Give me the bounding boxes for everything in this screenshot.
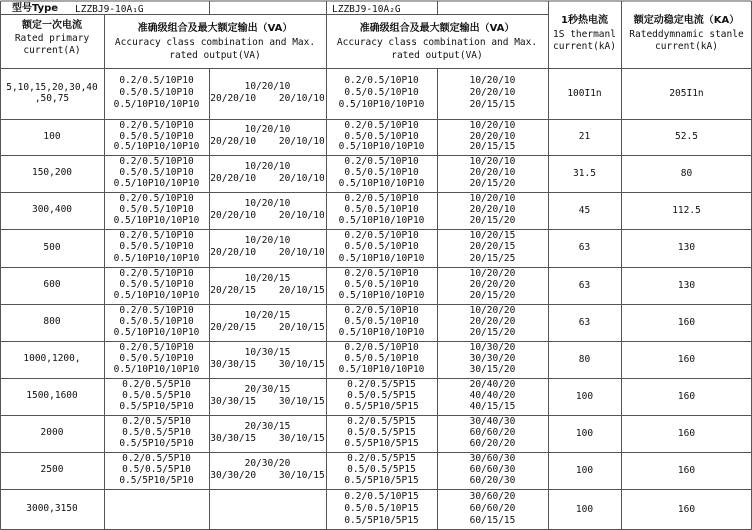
rated-current-cell: 800: [43, 316, 61, 327]
accuracy-class-b-cell: 0.2/0.5/10P10: [344, 230, 419, 241]
rated-output-b-cell: 60/20/20: [469, 438, 516, 449]
rated-output-b-cell: 20/20/20: [469, 316, 516, 327]
thermal-current-cell: 100: [575, 427, 594, 439]
dynamic-current-cell: 160: [677, 427, 696, 439]
accuracy-class-b-cell: 0.5/10P10/10P10: [338, 364, 425, 375]
accuracy-class-b-cell: 0.5/5P10/5P15: [344, 401, 419, 412]
rated-output-a-cell: 20/30/15: [244, 420, 291, 432]
accuracy-class-a-cell: 0.5/0.5/10P10: [119, 316, 194, 327]
rated-output-a-cell: 10/20/10: [244, 80, 291, 92]
accuracy-class-a-cell: 0.5/0.5/10P10: [119, 86, 194, 98]
rated-output-b-cell: 10/20/20: [469, 268, 516, 279]
rated-output-a-cell: 20/20/10 20/10/10: [210, 172, 325, 184]
accuracy-class-b-cell: 0.5/0.5/10P10: [344, 167, 419, 178]
rated-output-a-cell: 20/20/15 20/10/15: [210, 321, 325, 333]
accuracy-class-b-cell: 0.5/0.5/10P10: [344, 204, 419, 215]
rated-output-b-cell: 20/15/15: [469, 98, 516, 110]
rated-output-a-cell: 10/20/15: [244, 309, 291, 321]
accuracy-class-a-cell: 0.2/0.5/10P10: [119, 305, 194, 316]
rated-output-b-cell: 20/20/10: [469, 204, 516, 215]
accuracy-a-en-1: Accuracy class combination and Max.: [114, 37, 316, 48]
accuracy-class-a-cell: 0.5/0.5/10P10: [119, 167, 194, 178]
rated-output-b-cell: 10/20/20: [469, 305, 516, 316]
accuracy-class-b-cell: 0.5/10P10/10P10: [338, 141, 425, 153]
rated-output-a-cell: 20/30/15: [244, 383, 291, 395]
rated-output-b-cell: 60/60/20: [469, 427, 516, 438]
rated-output-b-cell: 40/15/15: [469, 401, 516, 412]
rated-output-b-cell: 20/15/20: [469, 215, 516, 226]
accuracy-class-a-cell: 0.5/10P10/10P10: [113, 252, 200, 264]
accuracy-class-b-cell: 0.5/0.5/5P15: [347, 390, 416, 401]
thermal-en-1: 1S thermanl: [553, 29, 616, 40]
rated-output-a-cell: 10/20/10: [244, 160, 291, 172]
accuracy-class-a-cell: 0.5/5P10/5P10: [119, 401, 194, 412]
rated-output-b-cell: 10/20/10: [469, 120, 516, 131]
accuracy-class-a-cell: 0.5/0.5/10P10: [119, 241, 194, 253]
thermal-current-cell: 100I1n: [567, 87, 602, 99]
dynamic-current-cell: 160: [677, 316, 696, 328]
accuracy-b-en-1: Accuracy class combination and Max.: [336, 37, 538, 48]
rated-current-cell: 1000,1200,: [23, 353, 81, 364]
accuracy-class-a-cell: 0.5/0.5/10P10: [119, 353, 194, 364]
dynamic-current-cell: 52.5: [675, 131, 698, 142]
rated-output-b-cell: 10/20/10: [469, 156, 516, 167]
accuracy-class-a-cell: 0.5/10P10/10P10: [113, 215, 200, 226]
rated-output-b-cell: 60/15/15: [469, 514, 516, 526]
thermal-current-cell: 80: [578, 353, 591, 365]
thermal-current-cell: 63: [578, 279, 591, 291]
accuracy-class-b-cell: 0.5/10P10/10P10: [338, 327, 425, 338]
thermal-zh: 1秒热电流: [561, 15, 608, 26]
rated-output-a-cell: 10/20/10: [244, 197, 291, 209]
accuracy-class-a-cell: 0.5/10P10/10P10: [113, 364, 200, 375]
accuracy-a-en-2: rated output(VA): [169, 50, 261, 61]
rated-output-a-cell: 20/20/10 20/10/10: [210, 247, 325, 258]
dynamic-current-cell: 130: [677, 279, 696, 291]
accuracy-class-b-cell: 0.5/0.5/5P15: [347, 427, 416, 438]
rated-current-cell: 100: [43, 130, 61, 142]
accuracy-class-b-cell: 0.2/0.5/5P15: [347, 416, 416, 427]
accuracy-class-b-cell: 0.5/0.5/10P10: [344, 86, 419, 98]
accuracy-class-a-cell: 0.2/0.5/10P10: [119, 74, 194, 86]
accuracy-class-a-cell: 0.2/0.5/10P10: [119, 342, 194, 353]
rated-current-en-1: Rated primary: [14, 33, 90, 44]
model-a-label: LZZBJ9-10A₁G: [75, 4, 144, 15]
thermal-current-cell: 100: [575, 503, 594, 515]
accuracy-a-zh: 准确级组合及最大额定输出（VA）: [137, 23, 293, 34]
dynamic-zh: 额定动稳定电流（KA）: [633, 15, 740, 26]
dynamic-current-cell: 160: [677, 464, 696, 476]
accuracy-class-a-cell: 0.2/0.5/10P10: [119, 193, 194, 204]
accuracy-class-b-cell: 0.5/10P10/10P10: [338, 252, 425, 264]
accuracy-class-b-cell: 0.2/0.5/10P10: [344, 74, 419, 86]
thermal-current-cell: 100: [575, 390, 594, 402]
accuracy-class-a-cell: 0.5/0.5/10P10: [119, 204, 194, 215]
rated-output-b-cell: 20/20/10: [469, 86, 516, 98]
rated-current-zh: 额定一次电流: [22, 20, 82, 31]
accuracy-class-a-cell: 0.5/10P10/10P10: [113, 141, 200, 153]
type-label: 型号Type: [12, 3, 59, 14]
rated-output-b-cell: 10/20/10: [469, 193, 516, 204]
rated-current-cell: 2000: [40, 427, 64, 438]
dynamic-current-cell: 130: [677, 242, 696, 253]
dynamic-current-cell: 80: [680, 167, 693, 179]
rated-output-a-cell: 20/20/15 20/10/15: [210, 284, 325, 296]
rated-output-a-cell: 30/30/15 30/10/15: [210, 358, 325, 370]
accuracy-class-b-cell: 0.5/0.5/10P10: [344, 316, 419, 327]
model-b-label: LZZBJ9-10A₂G: [332, 4, 401, 15]
rated-output-b-cell: 20/20/10: [469, 130, 516, 142]
rated-current-cell: 2500: [40, 464, 64, 475]
rated-output-b-cell: 60/20/30: [469, 475, 516, 486]
rated-output-b-cell: 60/60/20: [469, 502, 516, 514]
accuracy-class-a-cell: 0.5/5P10/5P10: [119, 438, 194, 449]
rated-current-cell: 1500,1600: [26, 390, 78, 401]
rated-output-a-cell: 10/20/15: [244, 272, 291, 284]
rated-output-b-cell: 20/15/15: [469, 141, 516, 153]
accuracy-class-b-cell: 0.5/0.5/5P15: [347, 464, 416, 475]
rated-output-b-cell: 20/15/25: [469, 252, 516, 264]
accuracy-class-b-cell: 0.2/0.5/10P10: [344, 305, 419, 316]
accuracy-class-a-cell: 0.2/0.5/5P10: [122, 453, 191, 464]
thermal-current-cell: 100: [575, 464, 594, 476]
accuracy-class-a-cell: 0.5/5P10/5P10: [119, 475, 194, 486]
accuracy-class-b-cell: 0.5/0.5/10P10: [344, 279, 419, 290]
rated-output-b-cell: 30/60/30: [469, 453, 516, 464]
rated-current-cell: ,50,75: [34, 92, 70, 104]
accuracy-class-a-cell: 0.5/0.5/10P10: [119, 279, 194, 290]
rated-output-a-cell: 20/20/10 20/10/10: [210, 92, 325, 104]
accuracy-class-b-cell: 0.5/10P10/10P10: [338, 98, 425, 110]
thermal-current-cell: 45: [578, 204, 591, 216]
accuracy-class-b-cell: 0.2/0.5/10P10: [344, 156, 419, 167]
rated-output-b-cell: 20/15/20: [469, 327, 516, 338]
rated-current-cell: 600: [43, 279, 61, 290]
accuracy-class-b-cell: 0.5/5P10/5P15: [344, 475, 419, 486]
accuracy-class-b-cell: 0.2/0.5/10P10: [344, 342, 419, 353]
dynamic-en-1: Rateddymnamic stanle: [629, 29, 744, 40]
rated-output-a-cell: 30/30/20 30/10/15: [210, 469, 325, 481]
accuracy-class-b-cell: 0.5/10P10/10P10: [338, 178, 425, 189]
rated-output-a-cell: 10/30/15: [244, 346, 291, 358]
rated-output-b-cell: 10/30/20: [469, 342, 516, 353]
accuracy-class-b-cell: 0.5/5P10/5P15: [344, 438, 419, 449]
accuracy-class-b-cell: 0.2/0.5/10P10: [344, 268, 419, 279]
rated-output-b-cell: 60/60/30: [469, 464, 516, 475]
rated-output-b-cell: 20/40/20: [469, 379, 516, 390]
accuracy-class-b-cell: 0.2/0.5/10P10: [344, 193, 419, 204]
accuracy-class-b-cell: 0.5/10P10/10P10: [338, 215, 425, 226]
thermal-current-cell: 63: [578, 316, 591, 328]
rated-current-cell: 150,200: [31, 167, 73, 178]
accuracy-class-a-cell: 0.5/0.5/10P10: [119, 130, 194, 142]
accuracy-class-a-cell: 0.2/0.5/5P10: [122, 379, 191, 390]
accuracy-class-b-cell: 0.5/0.5/10P10: [344, 241, 419, 253]
rated-output-a-cell: 30/30/15 30/10/15: [210, 395, 325, 407]
rated-output-a-cell: 10/20/10: [244, 124, 291, 135]
dynamic-current-cell: 160: [677, 503, 696, 515]
rated-current-cell: 3000,3150: [26, 503, 78, 514]
accuracy-class-b-cell: 0.5/0.5/10P10: [344, 130, 419, 142]
rated-output-a-cell: 10/20/10: [244, 235, 291, 246]
accuracy-class-a-cell: 0.2/0.5/10P10: [119, 120, 194, 131]
rated-output-b-cell: 30/15/20: [469, 364, 516, 375]
rated-current-cell: 500: [43, 241, 61, 253]
rated-current-cell: 5,10,15,20,30,40: [6, 81, 98, 93]
rated-output-b-cell: 20/15/20: [469, 290, 516, 301]
accuracy-class-b-cell: 0.5/5P10/5P15: [344, 514, 419, 526]
accuracy-class-a-cell: 0.5/10P10/10P10: [113, 327, 200, 338]
accuracy-class-b-cell: 0.2/0.5/5P15: [347, 453, 416, 464]
accuracy-class-b-cell: 0.2/0.5/10P10: [344, 120, 419, 131]
accuracy-class-a-cell: 0.2/0.5/10P10: [119, 230, 194, 241]
dynamic-en-2: current(kA): [655, 41, 718, 52]
rated-current-en-2: current(A): [23, 45, 81, 56]
accuracy-class-b-cell: 0.5/10P10/10P10: [338, 290, 425, 301]
accuracy-class-a-cell: 0.5/10P10/10P10: [113, 178, 200, 189]
dynamic-current-cell: 112.5: [672, 204, 701, 216]
rated-output-b-cell: 20/15/20: [469, 178, 516, 189]
rated-output-b-cell: 40/40/20: [469, 390, 516, 401]
dynamic-current-cell: 160: [677, 353, 696, 365]
accuracy-class-a-cell: 0.5/10P10/10P10: [113, 98, 200, 110]
accuracy-class-b-cell: 0.5/0.5/10P15: [344, 502, 419, 514]
accuracy-class-a-cell: 0.5/10P10/10P10: [113, 290, 200, 301]
dynamic-current-cell: 160: [677, 390, 696, 402]
thermal-en-2: current(kA): [553, 41, 616, 52]
accuracy-class-b-cell: 0.2/0.5/10P15: [344, 490, 419, 502]
thermal-current-cell: 21: [578, 131, 591, 142]
accuracy-class-a-cell: 0.5/0.5/5P10: [122, 427, 191, 438]
accuracy-class-a-cell: 0.2/0.5/10P10: [119, 268, 194, 279]
dynamic-current-cell: 205I1n: [669, 87, 704, 99]
accuracy-b-zh: 准确级组合及最大额定输出（VA）: [359, 23, 515, 34]
accuracy-class-b-cell: 0.2/0.5/5P15: [347, 379, 416, 390]
accuracy-class-a-cell: 0.5/0.5/5P10: [122, 390, 191, 401]
accuracy-class-a-cell: 0.5/0.5/5P10: [122, 464, 191, 475]
accuracy-class-b-cell: 0.5/0.5/10P10: [344, 353, 419, 364]
rated-output-b-cell: 20/20/20: [469, 279, 516, 290]
rated-output-b-cell: 30/40/30: [469, 416, 516, 427]
rated-output-b-cell: 20/20/15: [469, 241, 516, 253]
rated-output-a-cell: 30/30/15 30/10/15: [210, 432, 325, 444]
rated-output-b-cell: 10/20/15: [469, 230, 516, 241]
rated-output-b-cell: 20/20/10: [469, 167, 516, 178]
thermal-current-cell: 63: [578, 242, 591, 253]
accuracy-b-en-2: rated output(VA): [391, 50, 483, 61]
rated-output-a-cell: 20/20/10 20/10/10: [210, 209, 325, 221]
rated-current-cell: 300,400: [31, 204, 73, 215]
thermal-current-cell: 31.5: [573, 167, 596, 179]
accuracy-class-a-cell: 0.2/0.5/10P10: [119, 156, 194, 167]
rated-output-b-cell: 30/60/20: [469, 490, 516, 502]
accuracy-class-a-cell: 0.2/0.5/5P10: [122, 416, 191, 427]
rated-output-a-cell: 20/20/10 20/10/10: [210, 136, 325, 147]
rated-output-a-cell: 20/30/20: [244, 457, 291, 469]
rated-output-b-cell: 30/30/20: [469, 353, 516, 364]
rated-output-b-cell: 10/20/10: [469, 74, 516, 86]
